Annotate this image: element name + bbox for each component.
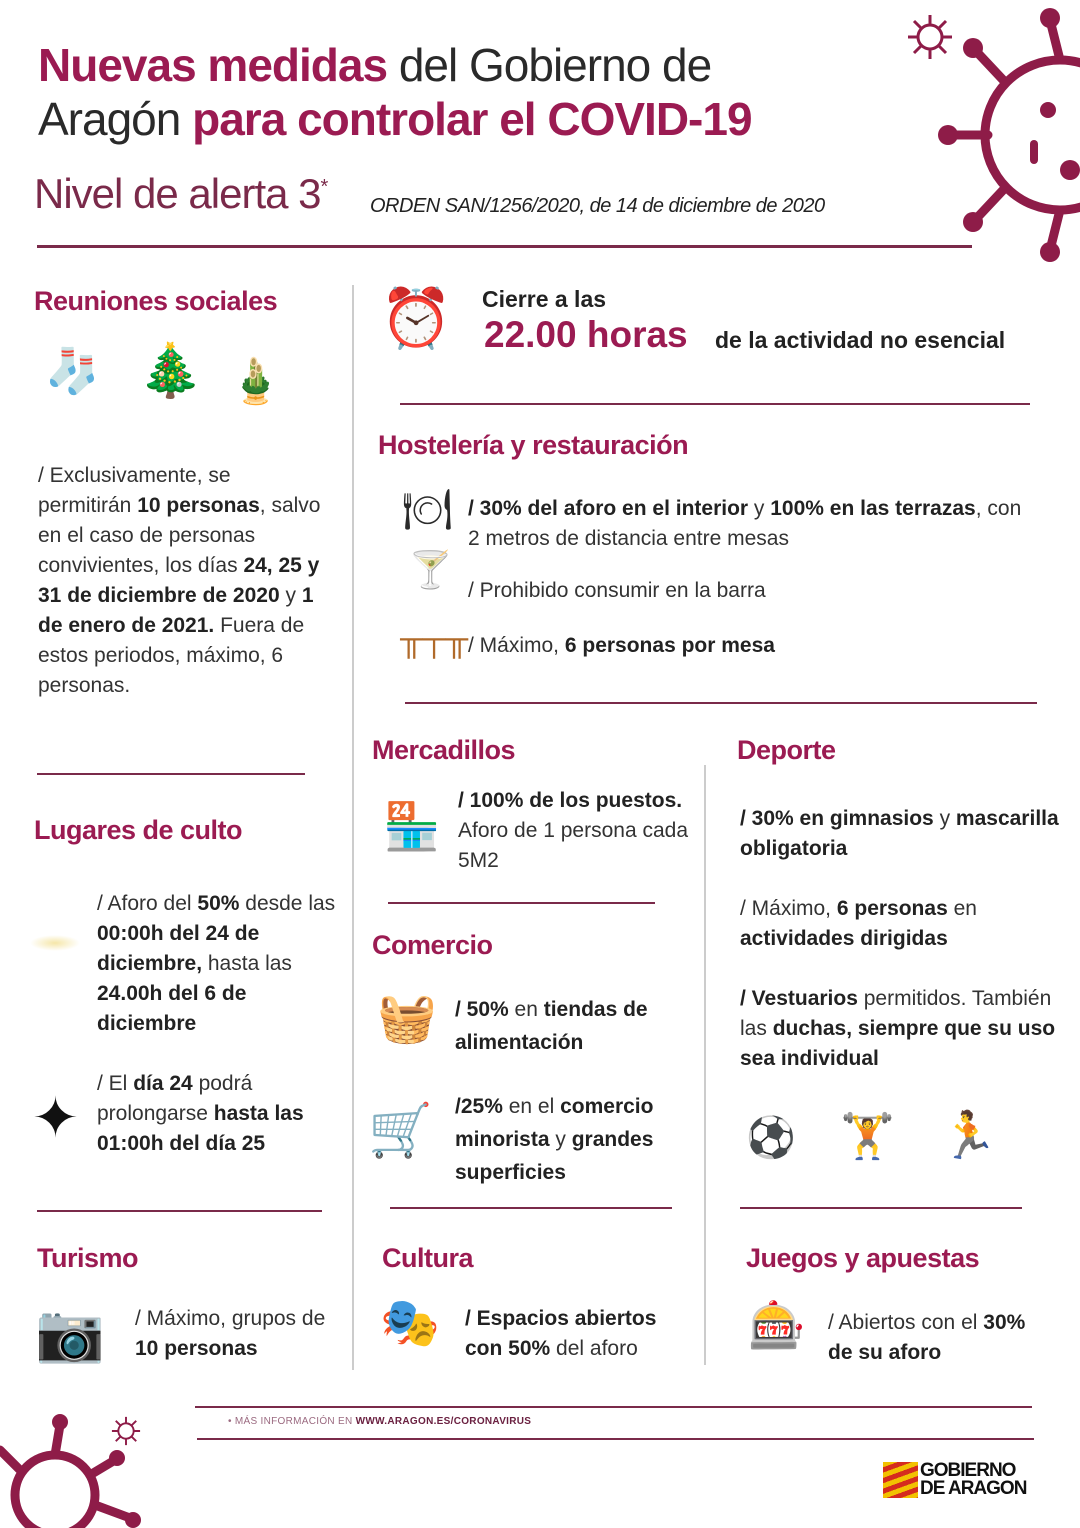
bold-text: grandes superficies [455, 1128, 654, 1184]
christmas-stocking-icon: 🧦 [45, 347, 100, 396]
text: / Aforo del [97, 892, 198, 915]
bold-text: 1 de enero de 2021. [38, 584, 314, 637]
text: Fuera de estos periodos, máximo, 6 personas. [38, 614, 305, 697]
shopping-cart-icon: 🛒 [368, 1102, 433, 1160]
bold-text: hasta las 01:00h del día 25 [97, 1102, 304, 1155]
table-chairs-icon: ╥┬╥ [400, 620, 469, 656]
section-heading-turismo: Turismo [37, 1243, 139, 1273]
ornaments-icon: 🎍 [228, 357, 283, 406]
section-heading-cultura: Cultura [382, 1243, 473, 1273]
small-virus-icon [905, 12, 955, 62]
gobierno-aragon-logo: GOBIERNO DE ARAGON [920, 1460, 1027, 1499]
divider [388, 902, 655, 904]
bold-text: / 30% del aforo en el interior [468, 497, 749, 520]
closing-suffix: de la actividad no esencial [715, 327, 1006, 353]
bold-text: 50% [197, 892, 240, 915]
section-heading-reuniones: Reuniones sociales [34, 286, 278, 316]
small-virus-bottom-icon [110, 1415, 142, 1447]
soccer-ball-icon: ⚽ [746, 1116, 796, 1160]
market-stall-icon: 🏪 [383, 800, 441, 852]
text: en [947, 897, 977, 920]
text: / Exclusivamente, se permitirán [38, 464, 231, 517]
bold-text: 100% en las terrazas [770, 497, 976, 520]
hosteleria-item-3 [468, 631, 775, 661]
section-heading-comercio: Comercio [372, 930, 493, 960]
more-info: • MÁS INFORMACIÓN EN WWW.ARAGON.ES/CORONAVIRUS [228, 1416, 532, 1427]
text: / Máximo, [468, 634, 565, 657]
column-divider [704, 765, 706, 1365]
text: en [508, 998, 544, 1021]
juegos-text [828, 1308, 1048, 1368]
bold-text: 24.00h del 6 de diciembre [97, 982, 247, 1035]
text: del aforo [550, 1337, 638, 1360]
bold-text: comercio minorista [455, 1095, 654, 1151]
bold-text: /25% [455, 1095, 503, 1118]
text: / El [97, 1072, 134, 1095]
bold-text: / 50% [455, 998, 509, 1021]
page-title-line1 [38, 38, 711, 92]
alarm-clock-icon: ⏰ [380, 286, 453, 351]
bold-text: día 24 [133, 1072, 193, 1095]
column-divider [352, 285, 354, 1370]
text: permitidos. También las [740, 987, 1052, 1040]
star-icon: ✦ [32, 1086, 79, 1149]
cultura-text [465, 1304, 695, 1364]
turismo-text [135, 1304, 335, 1364]
text: y [748, 497, 771, 520]
text: hasta las [202, 952, 292, 975]
section-heading-hosteleria: Hostelería y restauración [378, 430, 689, 460]
divider [195, 1406, 1032, 1408]
text: , con 2 metros de distancia entre mesas [468, 497, 1022, 550]
page-title-line2 [38, 92, 752, 146]
bold-text: 6 personas por mesa [564, 634, 775, 657]
text: desde las [239, 892, 336, 915]
bold-text: actividades dirigidas [740, 927, 948, 950]
bold-text: / 30% en gimnasios [740, 807, 934, 830]
deporte-item-2 [740, 894, 1060, 954]
bold-text: mascarilla obligatoria [740, 807, 1059, 860]
text: , salvo en el caso de personas convivientes, los días [38, 494, 321, 577]
text: / Prohibido consumir en la barra [468, 579, 766, 602]
text: podrá prolongarse [97, 1072, 253, 1125]
divider [37, 1210, 322, 1212]
deporte-item-1 [740, 804, 1060, 864]
divider [197, 1438, 1034, 1440]
order-reference: ORDEN SAN/1256/2020, de 14 de diciembre de 2020 [370, 195, 825, 217]
bold-text: / Vestuarios [740, 987, 858, 1010]
bold-text: duchas, siempre que su uso sea individual [740, 1017, 1056, 1070]
section-heading-mercadillos: Mercadillos [372, 735, 516, 765]
theater-masks-icon: 🎭 [380, 1297, 440, 1350]
divider [405, 702, 1037, 704]
divider [37, 773, 305, 775]
text: Aforo de 1 persona cada 5M2 [458, 819, 688, 872]
culto-item-2 [97, 1069, 337, 1159]
bold-text: 10 personas [135, 1337, 258, 1360]
casino-chips-icon: 🎰 [748, 1299, 806, 1351]
text: y [549, 1128, 572, 1151]
section-heading-juegos: Juegos y apuestas [746, 1243, 980, 1273]
section-heading-culto: Lugares de culto [34, 815, 243, 845]
text: / Máximo, grupos de [135, 1307, 326, 1330]
bold-text: 00:00h del 24 de diciembre, [97, 922, 260, 975]
alert-level: Nivel de alerta 3* [34, 170, 328, 217]
grocery-basket-icon: 🧺 [377, 992, 437, 1045]
divider [400, 403, 1030, 405]
mercadillos-text [458, 786, 688, 876]
text: y [933, 807, 956, 830]
bold-text: para controlar el COVID-19 [192, 93, 752, 145]
closing-prefix: Cierre a las [482, 286, 607, 312]
christmas-tree-icon: 🎄 [138, 342, 203, 400]
text: / Abiertos con el [828, 1311, 984, 1334]
comercio-item-1 [455, 993, 695, 1059]
weightlifting-icon: 🏋 [840, 1112, 895, 1161]
aragon-flag-logo [883, 1462, 918, 1498]
deporte-item-3 [740, 984, 1060, 1074]
bold-text: 10 personas [137, 494, 260, 517]
text: Aragón [38, 93, 193, 145]
text: en el [502, 1095, 561, 1118]
cocktail-icon: 🍸 [408, 549, 453, 590]
hosteleria-item-1 [468, 494, 1038, 554]
bold-text: 24, 25 y 31 de diciembre de 2020 [38, 554, 320, 607]
bold-text: 30% de su aforo [828, 1311, 1026, 1364]
bold-text: 6 personas [836, 897, 948, 920]
sparkle-icon [30, 935, 80, 951]
divider [37, 245, 972, 248]
section-heading-deporte: Deporte [737, 735, 836, 765]
closing-time: 22.00 horas [484, 314, 688, 355]
bold-text: Nuevas medidas [38, 39, 388, 91]
camera-icon: 📷 [35, 1301, 105, 1364]
reuniones-text [38, 461, 328, 701]
bold-text: / Espacios abiertos con 50% [465, 1307, 657, 1360]
culto-item-1 [97, 889, 347, 1039]
runner-icon: 🏃 [940, 1109, 998, 1161]
comercio-item-2 [455, 1090, 695, 1189]
text: del Gobierno de [387, 39, 712, 91]
text: / Máximo, [740, 897, 837, 920]
hosteleria-item-2 [468, 576, 766, 606]
divider [740, 1207, 1022, 1209]
bold-text: / 100% de los puestos. [458, 789, 683, 812]
cloche-icon: 🍽 [402, 488, 453, 532]
divider [390, 1207, 672, 1209]
info-link[interactable]: WWW.ARAGON.ES/CORONAVIRUS [355, 1416, 532, 1427]
bold-text: tiendas de alimentación [455, 998, 648, 1054]
text: y [279, 584, 302, 607]
